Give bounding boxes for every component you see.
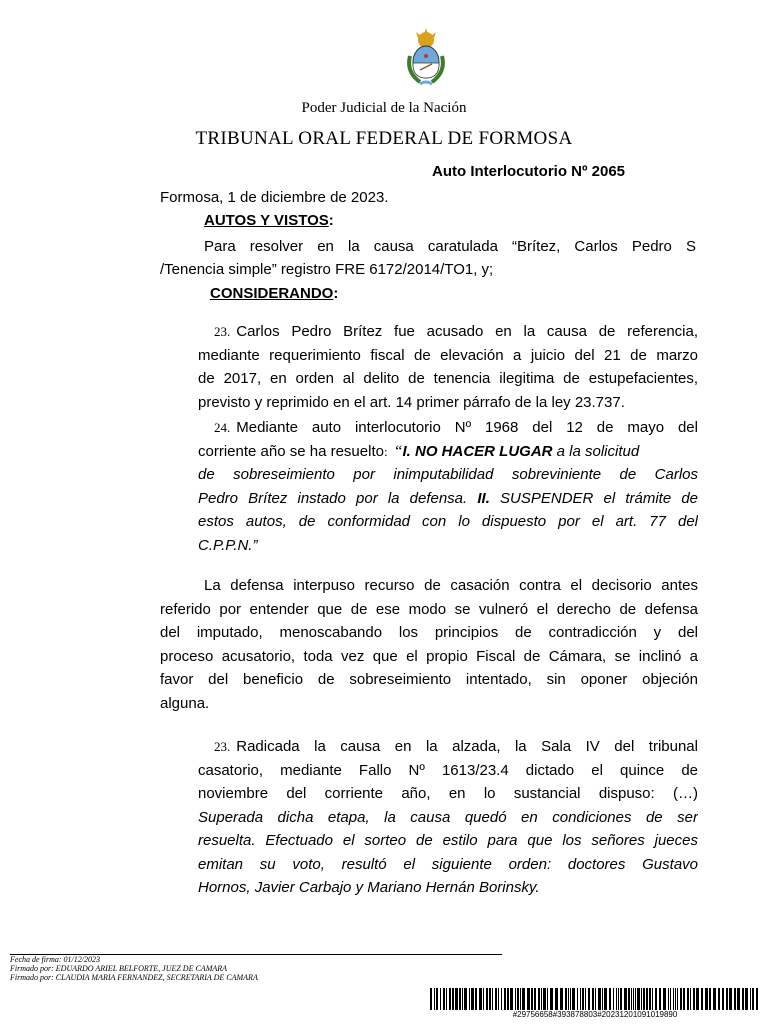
defensa-text: La defensa interpuso recurso de casación contra el decisorio antes <box>204 577 698 594</box>
item-2-bold-text: I. NO HACER LUGAR <box>402 442 553 460</box>
institution-name: Poder Judicial de la Nación <box>301 100 467 116</box>
barcode-text: #29756658#393878803#20231201091019890 <box>512 1010 678 1019</box>
item-3-text: casatorio, mediante Fallo Nº 1613/23.4 dictado el quince de <box>198 761 698 779</box>
item-3-italic-text: Hornos, Javier Carbajo y Mariano Hernán Borinsky. <box>198 879 540 896</box>
item-3-text: Radicada la causa en la alzada, la Sala IV del tribunal <box>236 738 698 755</box>
item-1-line <box>198 320 698 344</box>
item-3 <box>198 735 698 900</box>
item-2-text: Mediante auto interlocutorio Nº 1968 del 12 de mayo del <box>236 419 698 436</box>
item-1-text: Carlos Pedro Brítez fue acusado en la causa de referencia, <box>236 323 698 340</box>
document-title: Auto Interlocutorio Nº 2065 <box>432 163 626 180</box>
tribunal-name: TRIBUNAL ORAL FEDERAL DE FORMOSA <box>195 128 573 149</box>
considerando-heading-text: CONSIDERANDO <box>210 285 334 302</box>
item-2-line <box>198 487 698 511</box>
autos-heading: AUTOS Y VISTOS: <box>204 212 334 229</box>
item-1 <box>198 320 698 414</box>
item-1-text: de 2017, en orden al delito de tenencia ilegitima de estupefacientes, <box>198 370 698 387</box>
defensa-text: favor del beneficio de sobreseimiento intentado, sin oponer objeción <box>160 671 698 688</box>
defensa-text: proceso acusatorio, toda vez que el propio Fiscal de Cámara, se inclinó a <box>160 647 698 665</box>
autos-text: /Tenencia simple” registro FRE 6172/2014/TO1, y; <box>160 261 494 278</box>
autos-line-2 <box>160 258 700 282</box>
signature-date: Fecha de firma: 01/12/2023 <box>10 955 100 964</box>
national-emblem-icon <box>404 26 448 86</box>
item-number: 23. <box>214 739 231 754</box>
item-3-italic-text: Superada dicha etapa, la causa quedó en condiciones de ser <box>198 808 698 826</box>
item-2-italic-text: SUSPENDER el trámite de <box>500 489 698 507</box>
defensa-text: del imputado, menoscabando los principios de contradicción y del <box>160 624 698 641</box>
autos-heading-text: AUTOS Y VISTOS <box>204 212 329 229</box>
item-2-italic-text: de sobreseimiento por inimputabilidad sobreviniente de Carlos <box>198 466 698 483</box>
item-2 <box>198 416 698 557</box>
signer-2: Firmado por: CLAUDIA MARIA FERNANDEZ, SECRETARIA DE CAMARA <box>10 973 258 982</box>
defensa-text: alguna. <box>160 694 210 712</box>
item-3-text: noviembre del corriente año, en lo sustancial dispuso: (…) <box>198 785 698 802</box>
item-2-text: : <box>383 443 388 459</box>
item-number: 23. <box>214 324 231 339</box>
item-2-italic-text: C.P.P.N.” <box>198 536 258 554</box>
defensa-text: referido por entender que de ese modo se vulneró el derecho de defensa <box>160 600 698 618</box>
item-2-italic-text: a la solicitud <box>556 442 640 460</box>
item-3-italic-text: emitan su voto, resultó el siguiente orden: doctores Gustavo <box>198 855 698 873</box>
item-2-text: corriente año se ha resuelto <box>198 442 384 460</box>
defensa-paragraph <box>160 574 698 715</box>
signer-1: Firmado por: EDUARDO ARIEL BELFORTE, JUEZ DE CAMARA <box>10 964 228 973</box>
item-2-text: “ <box>393 442 403 460</box>
item-2-bold-text: II. <box>477 489 490 507</box>
item-3-line <box>198 735 698 759</box>
item-2-italic-text: Pedro Brítez instado por la defensa. <box>198 489 468 507</box>
item-1-text: previsto y reprimido en el art. 14 primer párrafo de la ley 23.737. <box>198 393 625 411</box>
item-3-italic-text: resuelta. Efectuado el sorteo de estilo para que los señores jueces <box>198 832 698 849</box>
item-number: 24. <box>214 420 231 435</box>
autos-text: Para resolver en la causa caratulada “Brítez, Carlos Pedro S <box>204 238 696 255</box>
item-1-text: mediante requerimiento fiscal de elevación a juicio del 21 de marzo <box>198 346 698 364</box>
considerando-heading: CONSIDERANDO: <box>210 285 339 302</box>
item-2-line <box>198 440 698 464</box>
item-2-line <box>198 416 698 440</box>
autos-line-1 <box>204 235 696 259</box>
barcode-icon <box>430 988 760 1010</box>
item-2-italic-text: estos autos, de conformidad con lo dispuesto por el art. 77 del <box>198 513 698 530</box>
date-line: Formosa, 1 de diciembre de 2023. <box>160 189 389 206</box>
